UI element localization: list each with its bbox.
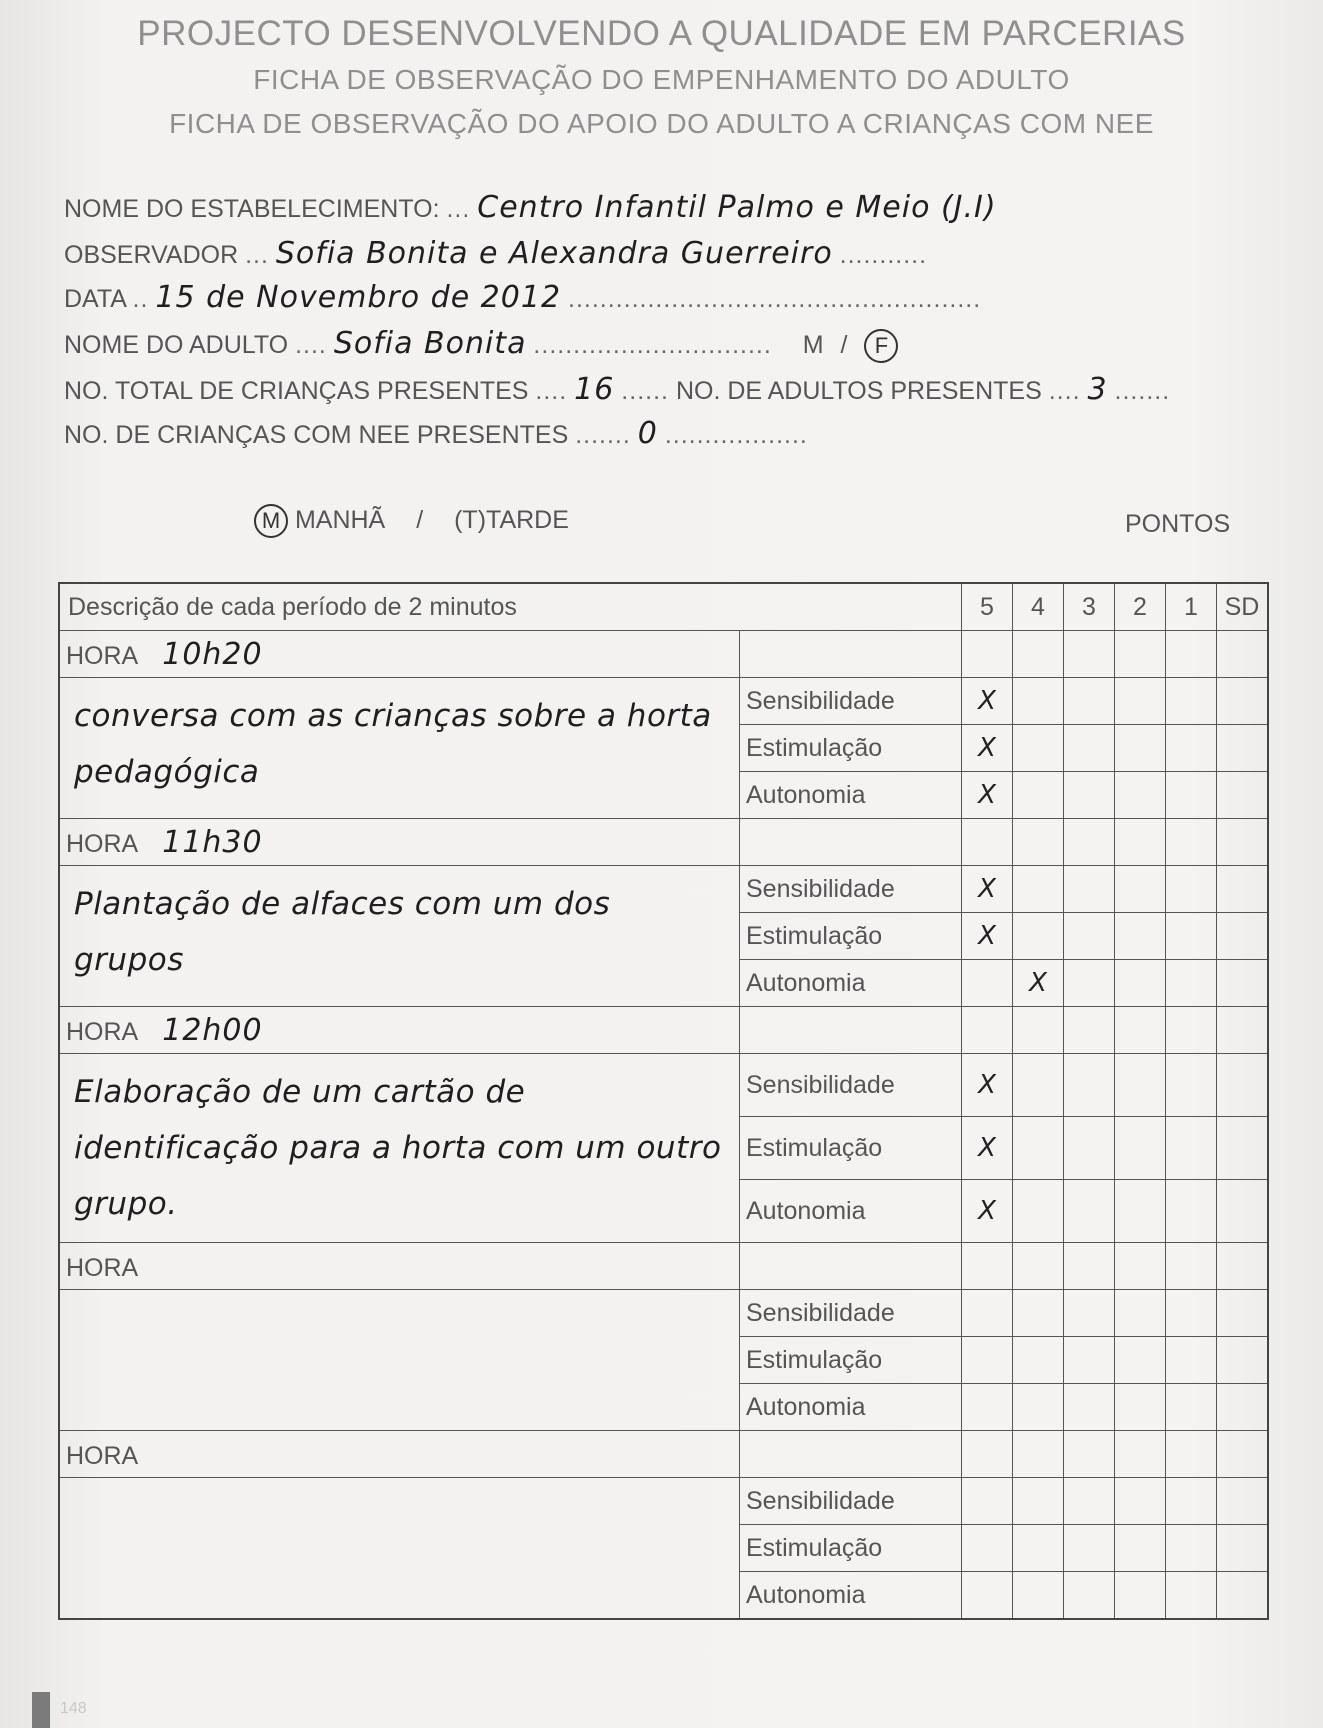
score-cell bbox=[1064, 1007, 1115, 1054]
score-cell bbox=[1166, 1337, 1217, 1384]
date-value: 15 de Novembro de 2012 bbox=[155, 280, 562, 315]
hora-cell bbox=[59, 1431, 740, 1478]
score-cell bbox=[1166, 1007, 1217, 1054]
hora-row bbox=[59, 1007, 1268, 1054]
adult-field: NOME DO ADULTO .... Sofia Bonita .............................. M / F bbox=[64, 326, 898, 363]
category-row bbox=[59, 1478, 1268, 1525]
score-cell bbox=[1166, 1180, 1217, 1243]
score-cell bbox=[1115, 1572, 1166, 1620]
score-column-4: 4 bbox=[1013, 583, 1064, 631]
description-cell bbox=[59, 678, 740, 819]
score-cell bbox=[1166, 725, 1217, 772]
table-header-row bbox=[59, 583, 1268, 631]
score-cell bbox=[1217, 1525, 1269, 1572]
gender-m: M bbox=[802, 331, 824, 359]
score-cell bbox=[1064, 631, 1115, 678]
score-cell bbox=[1217, 725, 1269, 772]
score-mark: X bbox=[1013, 960, 1064, 1007]
blank-cell bbox=[740, 1431, 962, 1478]
score-cell bbox=[1013, 913, 1064, 960]
observation-table bbox=[58, 582, 1269, 1620]
score-cell bbox=[1166, 819, 1217, 866]
score-cell bbox=[1013, 1337, 1064, 1384]
hora-row bbox=[59, 819, 1268, 866]
blank-cell bbox=[740, 631, 962, 678]
description-header: Descrição de cada período de 2 minutos bbox=[59, 583, 962, 631]
score-cell bbox=[1013, 678, 1064, 725]
morning-label: MANHÃ bbox=[294, 506, 386, 534]
date-label: DATA bbox=[64, 285, 126, 313]
hora-cell bbox=[59, 819, 740, 866]
score-column-3: 3 bbox=[1064, 583, 1115, 631]
score-cell bbox=[1115, 960, 1166, 1007]
description-text: conversa com as crianças sobre a horta pedagógica bbox=[74, 698, 712, 790]
score-cell bbox=[1013, 866, 1064, 913]
score-cell bbox=[1166, 1384, 1217, 1431]
blank-cell bbox=[740, 819, 962, 866]
score-cell bbox=[1115, 913, 1166, 960]
score-cell bbox=[1013, 631, 1064, 678]
score-mark: X bbox=[962, 866, 1013, 913]
nee-value: 0 bbox=[637, 416, 658, 451]
score-mark: X bbox=[962, 678, 1013, 725]
score-mark: X bbox=[962, 913, 1013, 960]
score-cell bbox=[1115, 631, 1166, 678]
period-separator: / bbox=[416, 506, 424, 534]
hora-row bbox=[59, 1243, 1268, 1290]
children-field: NO. TOTAL DE CRIANÇAS PRESENTES .... 16 ...... NO. DE ADULTOS PRESENTES .... 3 ....... bbox=[64, 372, 1171, 407]
score-cell bbox=[1115, 1290, 1166, 1337]
score-cell bbox=[1166, 631, 1217, 678]
category-label: Sensibilidade bbox=[740, 1478, 962, 1525]
score-column-1: 1 bbox=[1166, 583, 1217, 631]
score-cell bbox=[1013, 725, 1064, 772]
score-cell bbox=[1166, 960, 1217, 1007]
observer-field: OBSERVADOR ... Sofia Bonita e Alexandra Guerreiro ........... bbox=[64, 236, 928, 271]
gender-f-circled: F bbox=[864, 329, 898, 363]
description-text: Plantação de alfaces com um dos grupos bbox=[74, 886, 611, 978]
score-cell bbox=[962, 631, 1013, 678]
score-cell bbox=[1064, 1054, 1115, 1117]
period-selector bbox=[254, 504, 569, 538]
score-cell bbox=[1166, 772, 1217, 819]
morning-circled: M bbox=[254, 504, 288, 538]
category-label: Estimulação bbox=[740, 913, 962, 960]
blank-cell bbox=[740, 1007, 962, 1054]
score-cell bbox=[1115, 1007, 1166, 1054]
score-cell bbox=[1013, 1431, 1064, 1478]
score-cell bbox=[1166, 678, 1217, 725]
score-cell bbox=[1064, 1290, 1115, 1337]
score-cell bbox=[962, 819, 1013, 866]
score-cell bbox=[1217, 631, 1269, 678]
score-cell bbox=[1013, 1054, 1064, 1117]
score-cell bbox=[1166, 1431, 1217, 1478]
category-label: Autonomia bbox=[740, 1384, 962, 1431]
hora-label: HORA bbox=[66, 1253, 139, 1282]
score-cell bbox=[1217, 1117, 1269, 1180]
score-cell bbox=[962, 1243, 1013, 1290]
score-cell bbox=[1115, 1384, 1166, 1431]
score-cell bbox=[962, 1337, 1013, 1384]
establishment-value: Centro Infantil Palmo e Meio (J.I) bbox=[477, 190, 997, 225]
score-cell bbox=[1013, 1243, 1064, 1290]
score-cell bbox=[1166, 1243, 1217, 1290]
score-cell bbox=[1064, 1243, 1115, 1290]
score-cell bbox=[1013, 1478, 1064, 1525]
establishment-field: NOME DO ESTABELECIMENTO: ... Centro Infantil Palmo e Meio (J.I) bbox=[64, 190, 997, 225]
score-cell bbox=[1064, 1525, 1115, 1572]
score-cell bbox=[1217, 1180, 1269, 1243]
category-label: Autonomia bbox=[740, 772, 962, 819]
description-cell bbox=[59, 1290, 740, 1431]
hora-time: 12h00 bbox=[162, 1012, 263, 1048]
score-cell bbox=[1064, 1478, 1115, 1525]
category-label: Autonomia bbox=[740, 1180, 962, 1243]
score-cell bbox=[1166, 1117, 1217, 1180]
children-label: NO. TOTAL DE CRIANÇAS PRESENTES bbox=[64, 377, 529, 405]
score-cell bbox=[1115, 866, 1166, 913]
score-cell bbox=[1064, 1572, 1115, 1620]
score-cell bbox=[1064, 1117, 1115, 1180]
score-cell bbox=[1115, 1478, 1166, 1525]
score-cell bbox=[1115, 772, 1166, 819]
score-cell bbox=[1013, 1384, 1064, 1431]
category-row bbox=[59, 1290, 1268, 1337]
score-cell bbox=[1064, 1180, 1115, 1243]
score-cell bbox=[1064, 913, 1115, 960]
score-cell bbox=[1115, 1243, 1166, 1290]
observer-value: Sofia Bonita e Alexandra Guerreiro bbox=[275, 236, 833, 271]
blank-cell bbox=[740, 1243, 962, 1290]
score-column-5: 5 bbox=[962, 583, 1013, 631]
score-cell bbox=[1166, 1054, 1217, 1117]
nee-label: NO. DE CRIANÇAS COM NEE PRESENTES bbox=[64, 421, 569, 449]
score-cell bbox=[1013, 1007, 1064, 1054]
description-cell bbox=[59, 1478, 740, 1620]
score-cell bbox=[1217, 1290, 1269, 1337]
hora-row bbox=[59, 1431, 1268, 1478]
score-cell bbox=[1064, 1384, 1115, 1431]
hora-label: HORA bbox=[66, 829, 139, 858]
score-cell bbox=[1217, 678, 1269, 725]
score-cell bbox=[1013, 1180, 1064, 1243]
score-cell bbox=[962, 1007, 1013, 1054]
score-cell bbox=[1217, 772, 1269, 819]
score-cell bbox=[1217, 1337, 1269, 1384]
date-field: DATA .. 15 de Novembro de 2012 .................................................... bbox=[64, 280, 982, 315]
category-label: Sensibilidade bbox=[740, 1054, 962, 1117]
score-cell bbox=[1115, 725, 1166, 772]
score-cell bbox=[1013, 772, 1064, 819]
category-row bbox=[59, 1054, 1268, 1117]
category-label: Estimulação bbox=[740, 725, 962, 772]
score-cell bbox=[1064, 960, 1115, 1007]
page-number: 148 bbox=[60, 1700, 87, 1717]
adult-value: Sofia Bonita bbox=[333, 326, 527, 361]
category-label: Sensibilidade bbox=[740, 866, 962, 913]
score-cell bbox=[1217, 913, 1269, 960]
hora-row bbox=[59, 631, 1268, 678]
score-cell bbox=[1217, 1243, 1269, 1290]
category-row bbox=[59, 678, 1268, 725]
score-cell bbox=[1064, 1431, 1115, 1478]
document-subtitle-1: FICHA DE OBSERVAÇÃO DO EMPENHAMENTO DO ADULTO bbox=[253, 64, 1070, 95]
score-cell bbox=[962, 960, 1013, 1007]
hora-time: 11h30 bbox=[162, 824, 263, 860]
score-cell bbox=[1166, 1525, 1217, 1572]
score-mark: X bbox=[962, 1117, 1013, 1180]
score-cell bbox=[1013, 1525, 1064, 1572]
score-mark: X bbox=[962, 1180, 1013, 1243]
score-cell bbox=[1115, 1180, 1166, 1243]
score-cell bbox=[1115, 819, 1166, 866]
document-subtitle-2: FICHA DE OBSERVAÇÃO DO APOIO DO ADULTO A CRIANÇAS COM NEE bbox=[169, 108, 1154, 139]
category-label: Estimulação bbox=[740, 1117, 962, 1180]
score-cell bbox=[1064, 1337, 1115, 1384]
score-cell bbox=[1064, 725, 1115, 772]
hora-time: 10h20 bbox=[162, 636, 263, 672]
gender-separator: / bbox=[840, 331, 848, 359]
hora-label: HORA bbox=[66, 1441, 139, 1470]
score-mark: X bbox=[962, 1054, 1013, 1117]
score-cell bbox=[1064, 678, 1115, 725]
score-cell bbox=[1217, 866, 1269, 913]
category-label: Sensibilidade bbox=[740, 1290, 962, 1337]
score-cell bbox=[1064, 772, 1115, 819]
nee-field: NO. DE CRIANÇAS COM NEE PRESENTES ....... 0 .................. bbox=[64, 416, 808, 451]
document-title: PROJECTO DESENVOLVENDO A QUALIDADE EM PARCERIAS bbox=[137, 14, 1186, 53]
adults-label: NO. DE ADULTOS PRESENTES bbox=[675, 377, 1042, 405]
score-cell bbox=[1217, 1054, 1269, 1117]
hora-cell bbox=[59, 1243, 740, 1290]
observer-label: OBSERVADOR bbox=[64, 241, 239, 269]
category-row bbox=[59, 866, 1268, 913]
score-cell bbox=[1166, 1290, 1217, 1337]
score-cell bbox=[962, 1431, 1013, 1478]
score-cell bbox=[1013, 1117, 1064, 1180]
hora-label: HORA bbox=[66, 1017, 139, 1046]
score-cell bbox=[1217, 1478, 1269, 1525]
establishment-label: NOME DO ESTABELECIMENTO: bbox=[64, 195, 440, 223]
score-cell bbox=[1115, 1117, 1166, 1180]
score-cell bbox=[1064, 866, 1115, 913]
score-cell bbox=[962, 1384, 1013, 1431]
score-cell bbox=[1115, 1054, 1166, 1117]
score-column-sd: SD bbox=[1217, 583, 1269, 631]
score-cell bbox=[962, 1525, 1013, 1572]
score-cell bbox=[1166, 1572, 1217, 1620]
hora-label: HORA bbox=[66, 641, 139, 670]
score-cell bbox=[1115, 678, 1166, 725]
category-label: Estimulação bbox=[740, 1337, 962, 1384]
score-cell bbox=[1166, 866, 1217, 913]
score-cell bbox=[1166, 913, 1217, 960]
category-label: Sensibilidade bbox=[740, 678, 962, 725]
score-mark: X bbox=[962, 725, 1013, 772]
score-cell bbox=[1217, 1572, 1269, 1620]
score-cell bbox=[1217, 1007, 1269, 1054]
description-cell bbox=[59, 1054, 740, 1243]
hora-cell bbox=[59, 631, 740, 678]
score-cell bbox=[962, 1572, 1013, 1620]
score-cell bbox=[1013, 1572, 1064, 1620]
page-edge-tab bbox=[32, 1692, 50, 1728]
score-cell bbox=[1115, 1337, 1166, 1384]
score-cell bbox=[962, 1478, 1013, 1525]
score-cell bbox=[1217, 1431, 1269, 1478]
hora-cell bbox=[59, 1007, 740, 1054]
adult-label: NOME DO ADULTO bbox=[64, 331, 289, 359]
score-column-2: 2 bbox=[1115, 583, 1166, 631]
score-cell bbox=[962, 1290, 1013, 1337]
category-label: Autonomia bbox=[740, 960, 962, 1007]
score-cell bbox=[1217, 819, 1269, 866]
children-value: 16 bbox=[574, 372, 615, 407]
adults-value: 3 bbox=[1087, 372, 1108, 407]
score-mark: X bbox=[962, 772, 1013, 819]
afternoon-label: (T)TARDE bbox=[454, 506, 569, 534]
score-cell bbox=[1115, 1525, 1166, 1572]
score-cell bbox=[1013, 819, 1064, 866]
score-cell bbox=[1064, 819, 1115, 866]
category-label: Autonomia bbox=[740, 1572, 962, 1620]
description-text: Elaboração de um cartão de identificação para a horta com um outro grupo. bbox=[74, 1074, 722, 1222]
pontos-label: PONTOS bbox=[1125, 510, 1231, 538]
score-cell bbox=[1013, 1290, 1064, 1337]
score-cell bbox=[1115, 1431, 1166, 1478]
category-label: Estimulação bbox=[740, 1525, 962, 1572]
score-cell bbox=[1166, 1478, 1217, 1525]
score-cell bbox=[1217, 960, 1269, 1007]
description-cell bbox=[59, 866, 740, 1007]
score-cell bbox=[1217, 1384, 1269, 1431]
